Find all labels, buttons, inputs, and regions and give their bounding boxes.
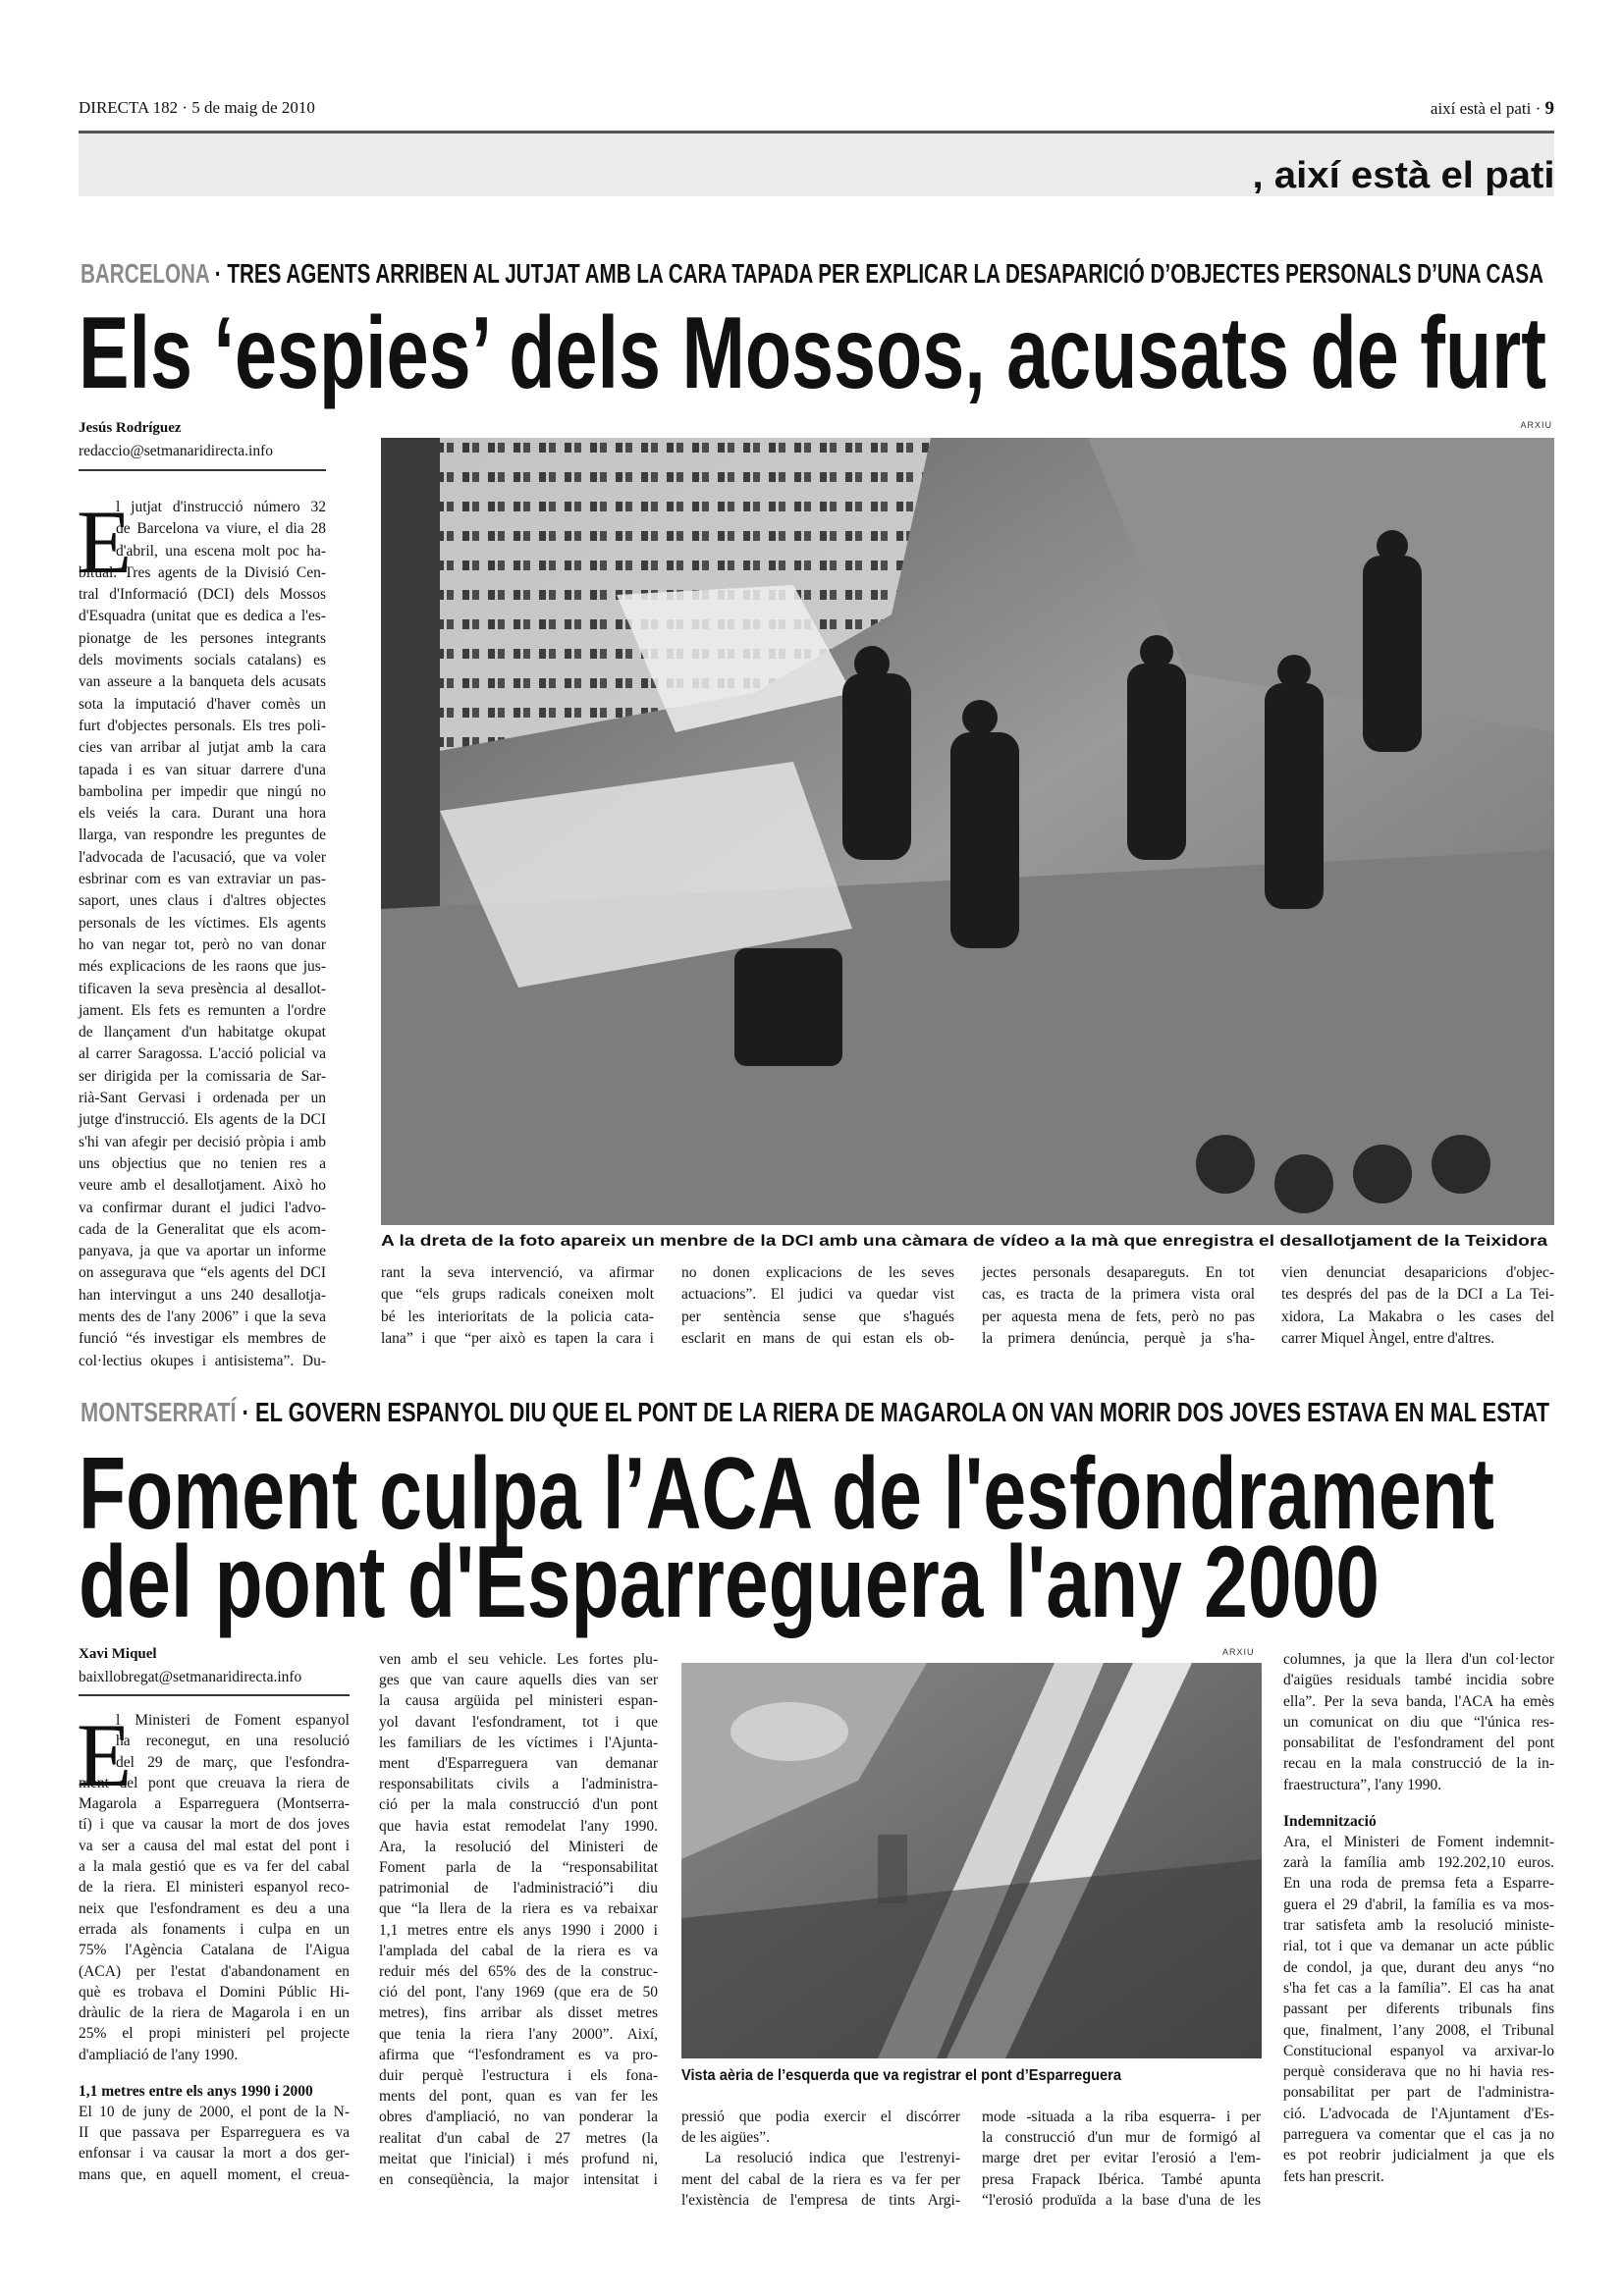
author-name: Jesús Rodríguez: [79, 420, 182, 436]
text-line: obres d'ampliació, no van ponderar la: [379, 2109, 658, 2126]
text-line: què es trobava el Domini Públic Hi-: [79, 1983, 350, 2001]
text-line: la construcció d'un mur de formigó al: [982, 2129, 1261, 2147]
text-line: l'amplada del cabal de la riera es va: [379, 1942, 658, 1959]
text-line: Constitucional espanyol va arxivar-lo: [1283, 2042, 1554, 2059]
text-line: jectes personals desapareguts. En tot: [982, 1264, 1255, 1281]
text-line: ponsabilitat de l'esfondrament del pont: [1283, 1735, 1554, 1752]
text-line: 1,1 metres entre els anys 1990 i 2000 i: [379, 1921, 658, 1939]
text-line: zarà la família amb 192.202,10 euros.: [1283, 1854, 1554, 1872]
text-line: presa Frapack Ibérica. També apunta: [982, 2170, 1261, 2188]
text-line: d'ampliació de l'any 1990.: [79, 2046, 239, 2063]
running-header-left: DIRECTA 182 · 5 de maig de 2010: [79, 98, 315, 117]
photo-caption: Vista aèria de l’esquerda que va registrar el pont d’Esparreguera: [681, 2067, 1121, 2084]
text-line: per aquesta mena de fets, però no pas: [982, 1308, 1255, 1325]
text-line: d'Esquadra (unitat que es dedica a l'es-: [79, 608, 326, 625]
text-line: que havia estat remodelat l'any 1990.: [379, 1817, 658, 1835]
subhead: 1,1 metres entre els anys 1990 i 2000: [79, 2082, 313, 2100]
text-line: Foment parla de la “responsabilitat: [379, 1859, 658, 1877]
text-line: II que passava per Esparreguera es va: [79, 2124, 350, 2142]
photo-caption: A la dreta de la foto apareix un menbre de la DCI amb una càmara de vídeo a la mà que enregistra el desallotjament de la Teixidora: [381, 1233, 1547, 1250]
text-line: l jutjat d'instrucció número 32: [116, 499, 326, 515]
text-line: ges que van caure aquells dies van ser: [379, 1672, 658, 1689]
text-line: responsabilitats civils a l'administra-: [379, 1776, 658, 1793]
text-line: d'aigües residuals també incidia sobre: [1283, 1672, 1554, 1689]
section-title-wrap: [1252, 155, 1554, 197]
text-line: neix que l'esfondrament es deu a una: [79, 1899, 350, 1917]
kicker: [81, 1397, 1549, 1428]
paragraph-gap: [1283, 1795, 1554, 1811]
running-header-right: [1431, 98, 1554, 120]
text-line: 25% el propi ministeri pel projecte: [79, 2025, 350, 2043]
byline-rule: [79, 1694, 350, 1696]
text-line: reduir més del 65% des de la construc-: [379, 1963, 658, 1981]
article2-kicker: [81, 1397, 1623, 1428]
text-line: els veiés la cara. Durant una hora: [79, 805, 326, 823]
section-name: així està el pati ·: [1430, 99, 1545, 118]
text-line: ments des de l'any 2006” i que la seva: [79, 1308, 326, 1325]
article-column: [77, 1705, 350, 2185]
text-line: uns objectius que no tenien res a: [79, 1154, 326, 1172]
byline-rule: [79, 469, 326, 471]
article-column: [379, 1649, 658, 2190]
text-line: ser dirigida per la comissaria de Sar-: [79, 1067, 326, 1085]
text-line: veure amb el desallotjament. Això ho: [79, 1177, 326, 1195]
photo-credit: ARXIU: [1520, 420, 1552, 430]
text-line: mans que, en aquell moment, el creua-: [79, 2165, 350, 2183]
text-line: ció del pont, l'any 1969 (que era de 50: [379, 1984, 658, 2002]
text-line: llarga, van respondre les preguntes de: [79, 827, 326, 844]
text-line: que tenia la riera l'any 2000”. Així,: [379, 2025, 658, 2043]
text-line: Ara, el Ministeri de Foment indemnit-: [1283, 1833, 1554, 1850]
paragraph: [681, 1262, 954, 1350]
text-line: meitat que l'inicial) i més profund ni,: [379, 2150, 658, 2167]
text-line: errada als fonaments i culpa en un: [79, 1920, 350, 1938]
article-column: [77, 492, 326, 1372]
text-line: furt d'objectes personals. Els tres poli-: [79, 717, 326, 734]
paragraph: [381, 1262, 654, 1350]
caption-wrap-2: [681, 2067, 1163, 2085]
headline: Els ‘espies’ dels Mossos, acusats de furt: [79, 296, 1546, 410]
text-line: tral d'Informació (DCI) dels Mossos: [79, 586, 326, 604]
text-line: ven amb el seu vehicle. Les fortes plu-: [379, 1651, 658, 1668]
text-line: pionatge de les persones integrants: [79, 629, 326, 647]
text-line: ponsabilitat per part de l'administra-: [1283, 2084, 1554, 2102]
photo-aerial-bridge: [681, 1663, 1262, 2058]
text-line: s'ha fet cas a la família”. El cas ha anat: [1283, 1979, 1554, 1997]
headline-line: Foment culpa l’ACA de l'esfondrament: [79, 1437, 1494, 1551]
text-line: a la mala gestió que es va fer del cabal: [79, 1858, 350, 1876]
photo-police-eviction: [381, 438, 1554, 1225]
text-line: ció. L'advocada de l'Ajuntament d'Es-: [1283, 2105, 1554, 2122]
text-line: funció “és investigar els membres de: [79, 1330, 326, 1348]
text-line: vien denunciat desaparicions d'objec-: [1281, 1264, 1554, 1281]
text-line: “l'erosió produïda a la base d'una de les: [982, 2191, 1261, 2209]
text-line: Ara, la resolució del Ministeri de: [379, 1838, 658, 1855]
paragraph: [1283, 1649, 1554, 1795]
headline-line: del pont d'Esparreguera l'any 2000: [79, 1525, 1380, 1639]
text-line: ment d'Esparreguera van demanar: [379, 1755, 658, 1773]
text-line: realitat d'un cabal de 27 metres (la: [379, 2129, 658, 2147]
text-line: lana” i que “per això es tapen la cara i: [381, 1329, 654, 1347]
paragraph: [681, 2148, 960, 2211]
text-line: actuacions”. El judici va quedar vist: [681, 1286, 954, 1304]
text-line: bitual. Tres agents de la Divisió Cen-: [79, 563, 326, 581]
text-line: l'advocada de l'acusació, que va voler: [79, 848, 326, 866]
text-line: de la riera. El ministeri espanyol reco-: [79, 1879, 350, 1896]
text-line: yol davant l'esfondrament, tot i que: [379, 1713, 658, 1731]
text-line: que, finalment, l’any 2008, el Tribunal: [1283, 2021, 1554, 2039]
text-line: l'existència de l'empresa de tints Argi-: [681, 2191, 960, 2209]
text-line: rant la seva intervenció, va afirmar: [381, 1264, 654, 1281]
text-line: parreguera va comentar que el cas ja no: [1283, 2126, 1554, 2144]
text-line: s'hi van afegir per decisió pròpia i amb: [79, 1133, 326, 1150]
text-line: duir perquè l'estructura i els fona-: [379, 2067, 658, 2085]
text-line: un comunicat on diu que “l'única res-: [1283, 1713, 1554, 1731]
text-line: cas, es tracta de la primera vista oral: [982, 1286, 1255, 1304]
text-line: de Barcelona va viure, el dia 28: [116, 520, 326, 538]
text-line: (ACA) per l'estat d'abandonament en: [79, 1962, 350, 1980]
text-line: d'abril, una escena molt poc ha-: [116, 542, 326, 560]
text-line: sota la imputació d'haver comès un: [79, 695, 326, 713]
text-line: ció per la mala construcció d'un pont: [379, 1796, 658, 1814]
text-line: al carrer Saragossa. L'acció policial va: [79, 1045, 326, 1063]
text-line: l Ministeri de Foment espanyol: [116, 1712, 350, 1729]
text-line: per sentència sense que s'hagués: [681, 1308, 954, 1325]
text-line: ment del cabal de la riera es va fer per: [681, 2170, 960, 2188]
caption-wrap-1: [381, 1233, 1547, 1251]
text-line: recau en la mala construcció de la in-: [1283, 1755, 1554, 1773]
text-line: marge dret per evitar l'erosió a l'em-: [982, 2150, 1261, 2167]
text-line: trar satisfeta amb la resolució ministe-: [1283, 1917, 1554, 1935]
text-line: jament. Els fets es remunten a l'ordre: [79, 1001, 326, 1019]
text-line: tes després del pas de la DCI a La Tei-: [1281, 1286, 1554, 1304]
section-title: , així està el pati: [1252, 155, 1554, 196]
paragraph: [79, 2102, 350, 2185]
text-line: columnes, ja que la llera d'un col·lector: [1283, 1651, 1554, 1668]
text-line: en conseqüència, la major intensitat i: [379, 2171, 658, 2189]
text-line: mode -situada a la riba esquerra- i per: [982, 2109, 1261, 2125]
article-column: [982, 2107, 1261, 2211]
text-line: enfonsar i va causar la mort a dos ger-: [79, 2145, 350, 2163]
article-column: [681, 1262, 954, 1350]
text-line: va confirmar durant el judici l'advo-: [79, 1199, 326, 1216]
photo-credit: ARXIU: [1222, 1647, 1255, 1657]
text-line: on assegurava que “els agents del DCI: [79, 1264, 326, 1282]
drop-cap: E: [77, 492, 133, 592]
author-name: Xavi Miquel: [79, 1646, 157, 1662]
text-line: tapada i es van situar darrere d'una: [79, 761, 326, 778]
paragraph: [379, 1649, 658, 2190]
text-line: esclarit en mans de qui estan els ob-: [681, 1329, 954, 1347]
text-line: bé les interioritats de la policia cata-: [381, 1308, 654, 1325]
kicker-text: · TRES AGENTS ARRIBEN AL JUTJAT AMB LA CARA TAPADA PER EXPLICAR LA DESAPARICIÓ D’OBJECTES PERSONALS D’UNA CASA: [209, 258, 1543, 289]
text-line: va ser a causa del mal estat del pont i: [79, 1837, 350, 1854]
author-email[interactable]: redaccio@setmanaridirecta.info: [79, 443, 274, 459]
text-line: ha reconegut, en una resolució: [116, 1733, 350, 1750]
text-line: les familiars de les víctimes i l'Ajunta-: [379, 1734, 658, 1751]
paragraph: [1281, 1262, 1554, 1350]
article-column: [681, 2107, 960, 2211]
paragraph-gap: [79, 2065, 350, 2081]
text-line: que “la llera de la riera es va rebaixar: [379, 1900, 658, 1918]
text-line: Magarola a Esparreguera (Montserra-: [79, 1795, 350, 1813]
article-column: [982, 1262, 1255, 1350]
text-line: carrer Miquel Àngel, entre d'altres.: [1281, 1329, 1495, 1347]
text-line: La resolució indica que l'estrenyi-: [705, 2150, 960, 2167]
text-line: pressió que podia exercir el discórrer: [681, 2109, 960, 2125]
text-line: tificaven la seva presència al desallot-: [79, 980, 326, 997]
kicker: [81, 258, 1543, 290]
kicker-place: BARCELONA: [81, 258, 210, 289]
text-line: fets han prescrit.: [1283, 2167, 1384, 2185]
kicker-place: MONTSERRATÍ: [81, 1397, 237, 1427]
text-line: van asseure a la banqueta dels acusats: [79, 673, 326, 691]
paragraph: [77, 492, 326, 1372]
text-line: jutge d'instrucció. Els agents de la DCI: [79, 1111, 326, 1129]
text-line: no donen explicacions de les seves: [681, 1264, 954, 1281]
text-line: rial, tot i que va demanar un acte públic: [1283, 1938, 1554, 1955]
article-column: [1281, 1262, 1554, 1350]
page-number: 9: [1544, 98, 1554, 119]
text-line: guera el 29 d'abril, la família es va mos-: [1283, 1896, 1554, 1913]
subhead: Indemnització: [1283, 1812, 1377, 1830]
text-line: ella”. Per la seva banda, l'ACA ha emès: [1283, 1692, 1554, 1710]
text-line: 75% l'Agència Catalana de l'Aigua: [79, 1942, 350, 1959]
text-line: la causa argüida pel ministeri espan-: [379, 1692, 658, 1710]
text-line: més explicacions de les raons que jus-: [79, 958, 326, 976]
paragraph: [982, 1262, 1255, 1350]
text-line: rià-Sant Gervasi i ordenada per un: [79, 1090, 326, 1107]
article1-kicker: [81, 258, 1623, 290]
article1-headline-wrap: [79, 296, 1623, 410]
text-line: esbrinar com es van extraviar un pas-: [79, 871, 326, 888]
text-line: tí) i que va causar la mort de dos joves: [79, 1816, 350, 1834]
paragraph: [982, 2107, 1261, 2211]
article-column: [1283, 1649, 1554, 2187]
text-line: col·lectius okupes i antisistema”. Du-: [79, 1352, 326, 1369]
article-column: [381, 1262, 654, 1350]
paragraph: [681, 2107, 960, 2148]
text-line: En una roda de premsa feta a Esparre-: [1283, 1875, 1554, 1893]
text-line: ho van negar tot, però no van donar: [79, 935, 326, 953]
text-line: cies van arribar al jutjat amb la cara: [79, 739, 326, 757]
kicker-text: · EL GOVERN ESPANYOL DIU QUE EL PONT DE LA RIERA DE MAGAROLA ON VAN MORIR DOS JOVES ESTAVA EN MAL ESTAT: [236, 1397, 1550, 1427]
text-line: dràulic de la riera de Magarola i en un: [79, 2004, 350, 2022]
text-line: personals de les víctimes. Els agents: [79, 914, 326, 932]
text-line: El 10 de juny de 2000, el pont de la N-: [79, 2103, 350, 2120]
text-line: de llançament d'un habitatge okupat: [79, 1024, 326, 1041]
author-email[interactable]: baixllobregat@setmanaridirecta.info: [79, 1669, 302, 1685]
paragraph: [77, 1705, 350, 2065]
text-line: ment del pont que creuava la riera de: [79, 1774, 350, 1791]
text-line: dels moviments socials catalans) es: [79, 652, 326, 669]
text-line: bambolina per impedir que ningú no: [79, 782, 326, 800]
text-line: fraestructura”, l'any 1990.: [1283, 1776, 1442, 1793]
text-line: que “els grups radicals coneixen molt: [381, 1286, 654, 1304]
drop-cap: E: [77, 1705, 133, 1805]
text-line: panyava, ja que va aportar un informe: [79, 1243, 326, 1260]
text-line: xidora, La Makabra o les cases del: [1281, 1308, 1554, 1325]
text-line: han intervingut a uns 240 desallotja-: [79, 1286, 326, 1304]
paragraph: [1283, 1832, 1554, 2187]
text-line: de les aigües”.: [681, 2129, 770, 2147]
article2-headline-line-2: [79, 1525, 1623, 1639]
text-line: cada de la Generalitat que els acom-: [79, 1220, 326, 1238]
text-line: saport, unes claus i d'altres objectes: [79, 892, 326, 910]
text-line: del 29 de març, que l'esfondra-: [116, 1753, 350, 1771]
text-line: la primera denúncia, perquè ja s'ha-: [982, 1329, 1255, 1347]
text-line: metres), fins arribar als disset metres: [379, 2004, 658, 2022]
text-line: afirma que “l'esfondrament es va pro-: [379, 2046, 658, 2063]
text-line: passant per diferents tribunals fins: [1283, 2001, 1554, 2018]
text-line: ments del pont, quan es van fer les: [379, 2088, 658, 2106]
text-line: perquè considerava que no hi havia res-: [1283, 2063, 1554, 2081]
text-line: patrimonial de l'administració”i diu: [379, 1880, 658, 1897]
text-line: de condol, ja que, durant deu anys “no: [1283, 1958, 1554, 1976]
text-line: es pot reobrir judicialment ja que els: [1283, 2147, 1554, 2164]
